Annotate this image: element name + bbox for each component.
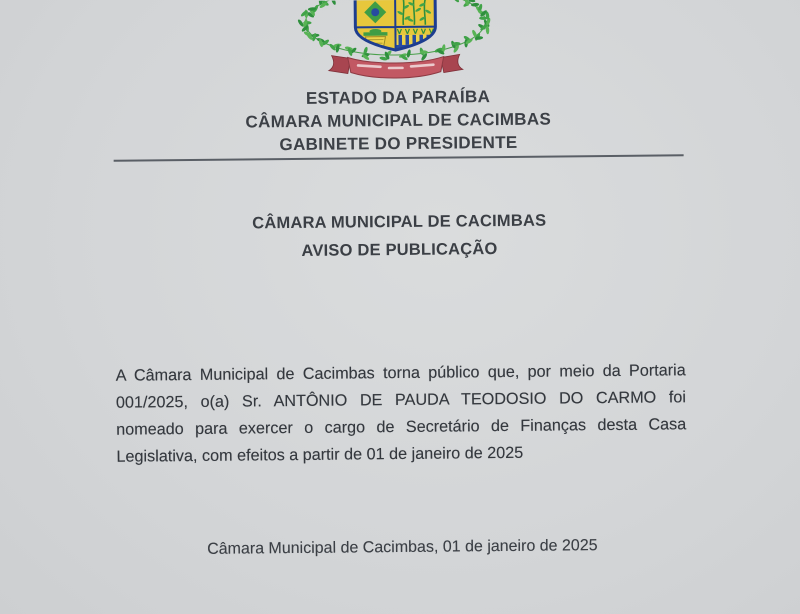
doc-title-organization: CÂMARA MUNICIPAL DE CACIMBAS <box>252 211 547 233</box>
letterhead <box>0 82 799 159</box>
notice-body <box>116 357 687 470</box>
body-line: 001/2025, o(a) Sr. ANTÔNIO DE PAUDA TEODOSIO DO CARMO foi <box>115 388 687 412</box>
ribbon-banner-icon <box>329 54 463 78</box>
shield-icon <box>355 0 437 52</box>
letterhead-state: ESTADO DA PARAÍBA <box>305 87 491 108</box>
coat-of-arms <box>297 0 498 83</box>
body-line: A Câmara Municipal de Cacimbas torna público que, por meio da Portaria <box>115 361 686 385</box>
dateline: Câmara Municipal de Cacimbas, 01 de janeiro de 2025 <box>207 537 598 558</box>
doc-title-subject: AVISO DE PUBLICAÇÃO <box>301 240 498 260</box>
body-line: nomeado para exercer o cargo de Secretário de Finanças desta Casa <box>116 415 687 439</box>
document-title <box>0 204 800 268</box>
body-line: Legislativa, com efeitos a partir de 01 de janeiro de 2025 <box>116 443 524 466</box>
letterhead-organization: CÂMARA MUNICIPAL DE CACIMBAS <box>245 109 552 132</box>
coat-of-arms-svg <box>297 0 498 83</box>
letterhead-office: GABINETE DO PRESIDENTE <box>279 132 518 155</box>
